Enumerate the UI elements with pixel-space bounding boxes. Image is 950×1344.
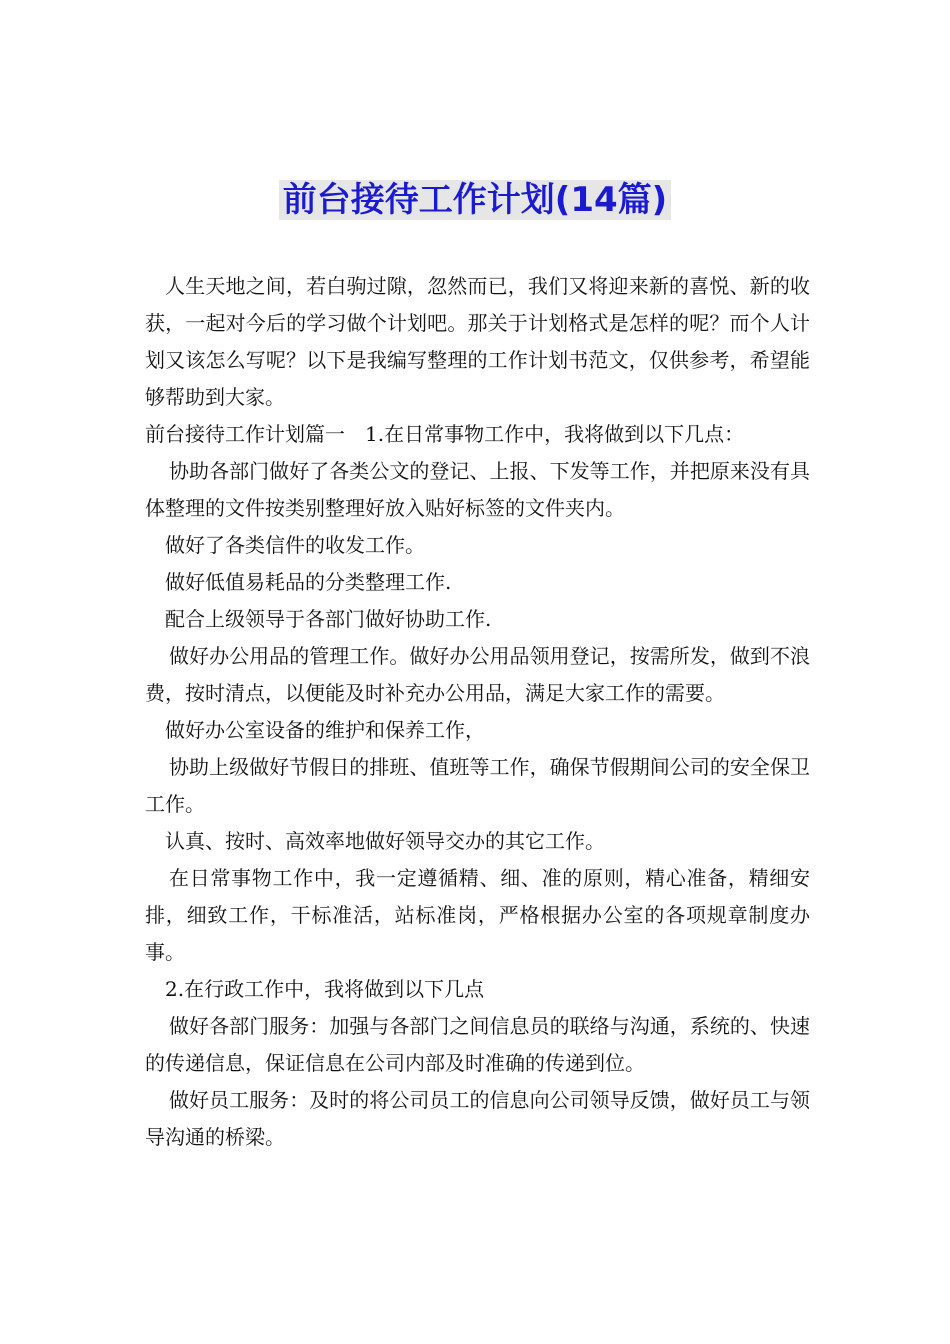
paragraph-section-2-heading: 2.在行政工作中，我将做到以下几点: [165, 977, 485, 1001]
paragraph: 做好办公用品的管理工作。做好办公用品领用登记，按需所发，做到不浪费，按时清点，以便能及时补充办公用品，满足大家工作的需要。: [145, 644, 810, 705]
paragraph: 做好办公室设备的维护和保养工作，: [165, 718, 485, 742]
document-title: [0, 176, 950, 224]
document-title-text: 前台接待工作计划(14篇): [279, 180, 671, 220]
paragraph: 配合上级领导于各部门做好协助工作.: [165, 607, 492, 631]
paragraph: 认真、按时、高效率地做好领导交办的其它工作。: [165, 829, 605, 853]
paragraph: 协助各部门做好了各类公文的登记、上报、下发等工作，并把原来没有具体整理的文件按类别整理好放入贴好标签的文件夹内。: [145, 459, 810, 520]
paragraph: 做好了各类信件的收发工作。: [165, 533, 425, 557]
paragraph-section-1-heading: 前台接待工作计划篇一 1.在日常事物工作中，我将做到以下几点：: [145, 422, 745, 446]
paragraph: 协助上级做好节假日的排班、值班等工作，确保节假期间公司的安全保卫工作。: [145, 755, 810, 816]
paragraph: 在日常事物工作中，我一定遵循精、细、准的原则，精心准备，精细安排，细致工作，干标准活，站标准岗，严格根据办公室的各项规章制度办事。: [145, 866, 810, 964]
paragraph-intro: 人生天地之间，若白驹过隙，忽然而已，我们又将迎来新的喜悦、新的收获，一起对今后的学习做个计划吧。那关于计划格式是怎样的呢？而个人计划又该怎么写呢？以下是我编写整理的工作计划书范文，仅供参考，希望能够帮助到大家。: [145, 274, 810, 409]
paragraph: 做好各部门服务：加强与各部门之间信息员的联络与沟通，系统的、快速的传递信息，保证信息在公司内部及时准确的传递到位。: [145, 1014, 810, 1075]
paragraph: 做好低值易耗品的分类整理工作.: [165, 570, 452, 594]
paragraph: 做好员工服务：及时的将公司员工的信息向公司领导反馈，做好员工与领导沟通的桥梁。: [145, 1088, 810, 1149]
document-body: [145, 268, 810, 1156]
